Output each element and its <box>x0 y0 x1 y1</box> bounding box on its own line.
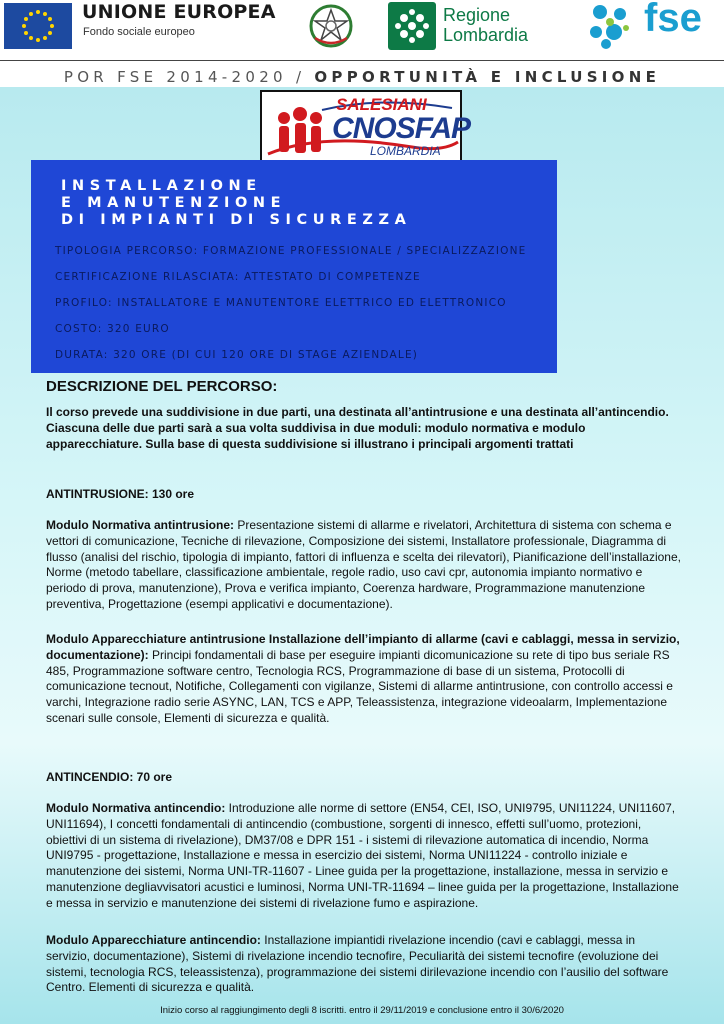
antintrusione-apparecchiature-text: Principi fondamentali di base per eseguire impianti dicomunicazione su rete di tipo bus seriale RS 485, Programmazione software centro, Tecnologia RCS, Programmazione di base di un sistema, Protocolli di comunicazione tecnout, Notifiche, Collegamenti con vigilanze, Sistemi di allarme antintrusione, con controllo accessi e varchi, Integrazione radio serie ASYNC, LAN, TCS e APP, Teleassistenza, integrazione videoalarm, Implementazione scenari sulle console, Elementi di sicurezza e qualità. <box>46 647 673 725</box>
antintrusione-normativa <box>46 518 682 613</box>
antincendio-label: ANTINCENDIO: 70 ore <box>46 770 173 784</box>
antintrusione-normativa-text: Presentazione sistemi di allarme e rivelatori, Architettura di sistema con schema e vettori di comunicazione, Tecniche di rilevazione, Composizione dei sistemi, Installatore professionale, Diagramma di flusso (analisi del rischio, tipologia di impianto, fattori di influenza e scelta dei rilevatori), Pianificazione dell’installazione, Norme (metodo tabellare, classificazione ambientale, regole radio, uso cavi cpr, autonomia impianto normativo e periodo di prova, manutenzione), Prova e verifica impianto, Coerenza hardware, Programmazione manutenzione preventiva, Progettazione (esempi applicativi e documentazione). <box>46 518 681 611</box>
program-title-normal: POR FSE 2014-2020 / <box>63 68 315 86</box>
lombardia-line1: Regione <box>443 5 511 25</box>
logo-header <box>0 0 724 54</box>
course-info-box <box>31 160 557 373</box>
italian-republic-emblem-icon <box>307 2 355 50</box>
info-profilo: PROFILO: INSTALLATORE E MANUTENTORE ELETTRICO ED ELETTRONICO <box>55 297 507 309</box>
eu-subtitle: Fondo sociale europeo <box>83 26 195 38</box>
regione-lombardia-wordmark <box>443 5 528 45</box>
antintrusione-apparecchiature-title: Modulo Apparecchiature antintrusione Installazione dell’impianto di allarme (cavi e cablaggi, messa in servizio, documentazione): <box>46 632 680 662</box>
antincendio-normativa-text: Introduzione alle norme di settore (EN54, CEI, ISO, UNI9795, UNI11224, UNI11607, UNI11694), I concetti fondamentali di antincendio (combustione, sorgenti di innesco, effetti sull’uomo, protezioni, obiettivi di un sistema di rivelazione), DM37/08 e DPR 151 - i sistemi di rilevazione automatica di incendio, Norma UNI9795 - progettazione, Installazione e messa in esercizio dei sistemi, Norma UNI11224 - controllo iniziale e manutenzione dei sistemi, Norma UNI-TR-11607 - Linee guida per la progettazione, installazione, messa in servizio e manutenzione degliavvisatori acustici e luminosi, Norma UNI-TR-11694 – linee guida per la progettazione, Installazione e messa in servizio e manutenzione dei sistemi di rivelazione fumo e aspirazione. <box>46 801 679 910</box>
program-title <box>0 68 724 86</box>
antintrusione-normativa-title: Modulo Normativa antintrusione: <box>46 518 235 532</box>
description-intro: Il corso prevede una suddivisione in due parti, una destinata all’antintrusione e una destinata all’antincendio. Ciascuna delle due parti sarà a sua volta suddivisa in due moduli: modulo normativa e modulo apparecchiature. Sulla base di questa suddivisione si illustrano i principali argomenti trattati <box>46 405 669 451</box>
info-costo: COSTO: 320 EURO <box>55 323 170 335</box>
info-tipologia: TIPOLOGIA PERCORSO: FORMAZIONE PROFESSIONALE / SPECIALIZZAZIONE <box>55 245 527 257</box>
eu-flag-icon <box>4 3 72 49</box>
footer-note: Inizio corso al raggiungimento degli 8 iscritti. entro il 29/11/2019 e conclusione entro il 30/6/2020 <box>160 1005 564 1016</box>
course-title-line3: DI IMPIANTI DI SICUREZZA <box>61 212 412 228</box>
antincendio-normativa-title: Modulo Normativa antincendio: <box>46 801 226 815</box>
cnos-salesiani-text: SALESIANI <box>336 95 427 114</box>
antintrusione-label: ANTINTRUSIONE: 130 ore <box>46 487 195 501</box>
antincendio-normativa <box>46 801 682 912</box>
antincendio-apparecchiature-title: Modulo Apparecchiature antincendio: <box>46 933 261 947</box>
course-title <box>61 178 411 229</box>
fse-logo-icon <box>584 2 636 50</box>
program-title-bold: OPPORTUNITÀ E INCLUSIONE <box>314 68 661 86</box>
regione-lombardia-logo-icon <box>388 2 436 50</box>
info-durata: DURATA: 320 ORE (DI CUI 120 ORE DI STAGE AZIENDALE) <box>55 349 419 361</box>
course-title-line1: INSTALLAZIONE <box>61 178 262 194</box>
fse-wordmark: fse <box>644 0 702 40</box>
description-heading: DESCRIZIONE DEL PERCORSO: <box>46 378 278 395</box>
cnos-lombardia-text: LOMBARDIA <box>370 144 441 158</box>
antincendio-apparecchiature-text: Installazione impiantidi rivelazione incendio (cavi e cablaggi, messa in servizio, documentazione), Sistemi di rivelazione incendio tecnofire, Peculiarità dei sistemi tecnofire (evoluzione dei sistemi, tecnologia RCS, teleassistenza), programmazione dei sistemi dirilevazione incendio con l’ausilio del software Centro. Elementi di sicurezza e qualità. <box>46 933 669 995</box>
lombardia-line2: Lombardia <box>443 25 529 45</box>
antintrusione-apparecchiature <box>46 632 682 727</box>
cnos-cnosfap-text: CNOSFAP <box>332 112 471 145</box>
antincendio-apparecchiature <box>46 933 682 996</box>
course-title-line2: E MANUTENZIONE <box>61 195 287 211</box>
eu-title: UNIONE EUROPEA <box>82 1 276 23</box>
info-certificazione: CERTIFICAZIONE RILASCIATA: ATTESTATO DI COMPETENZE <box>55 271 421 283</box>
